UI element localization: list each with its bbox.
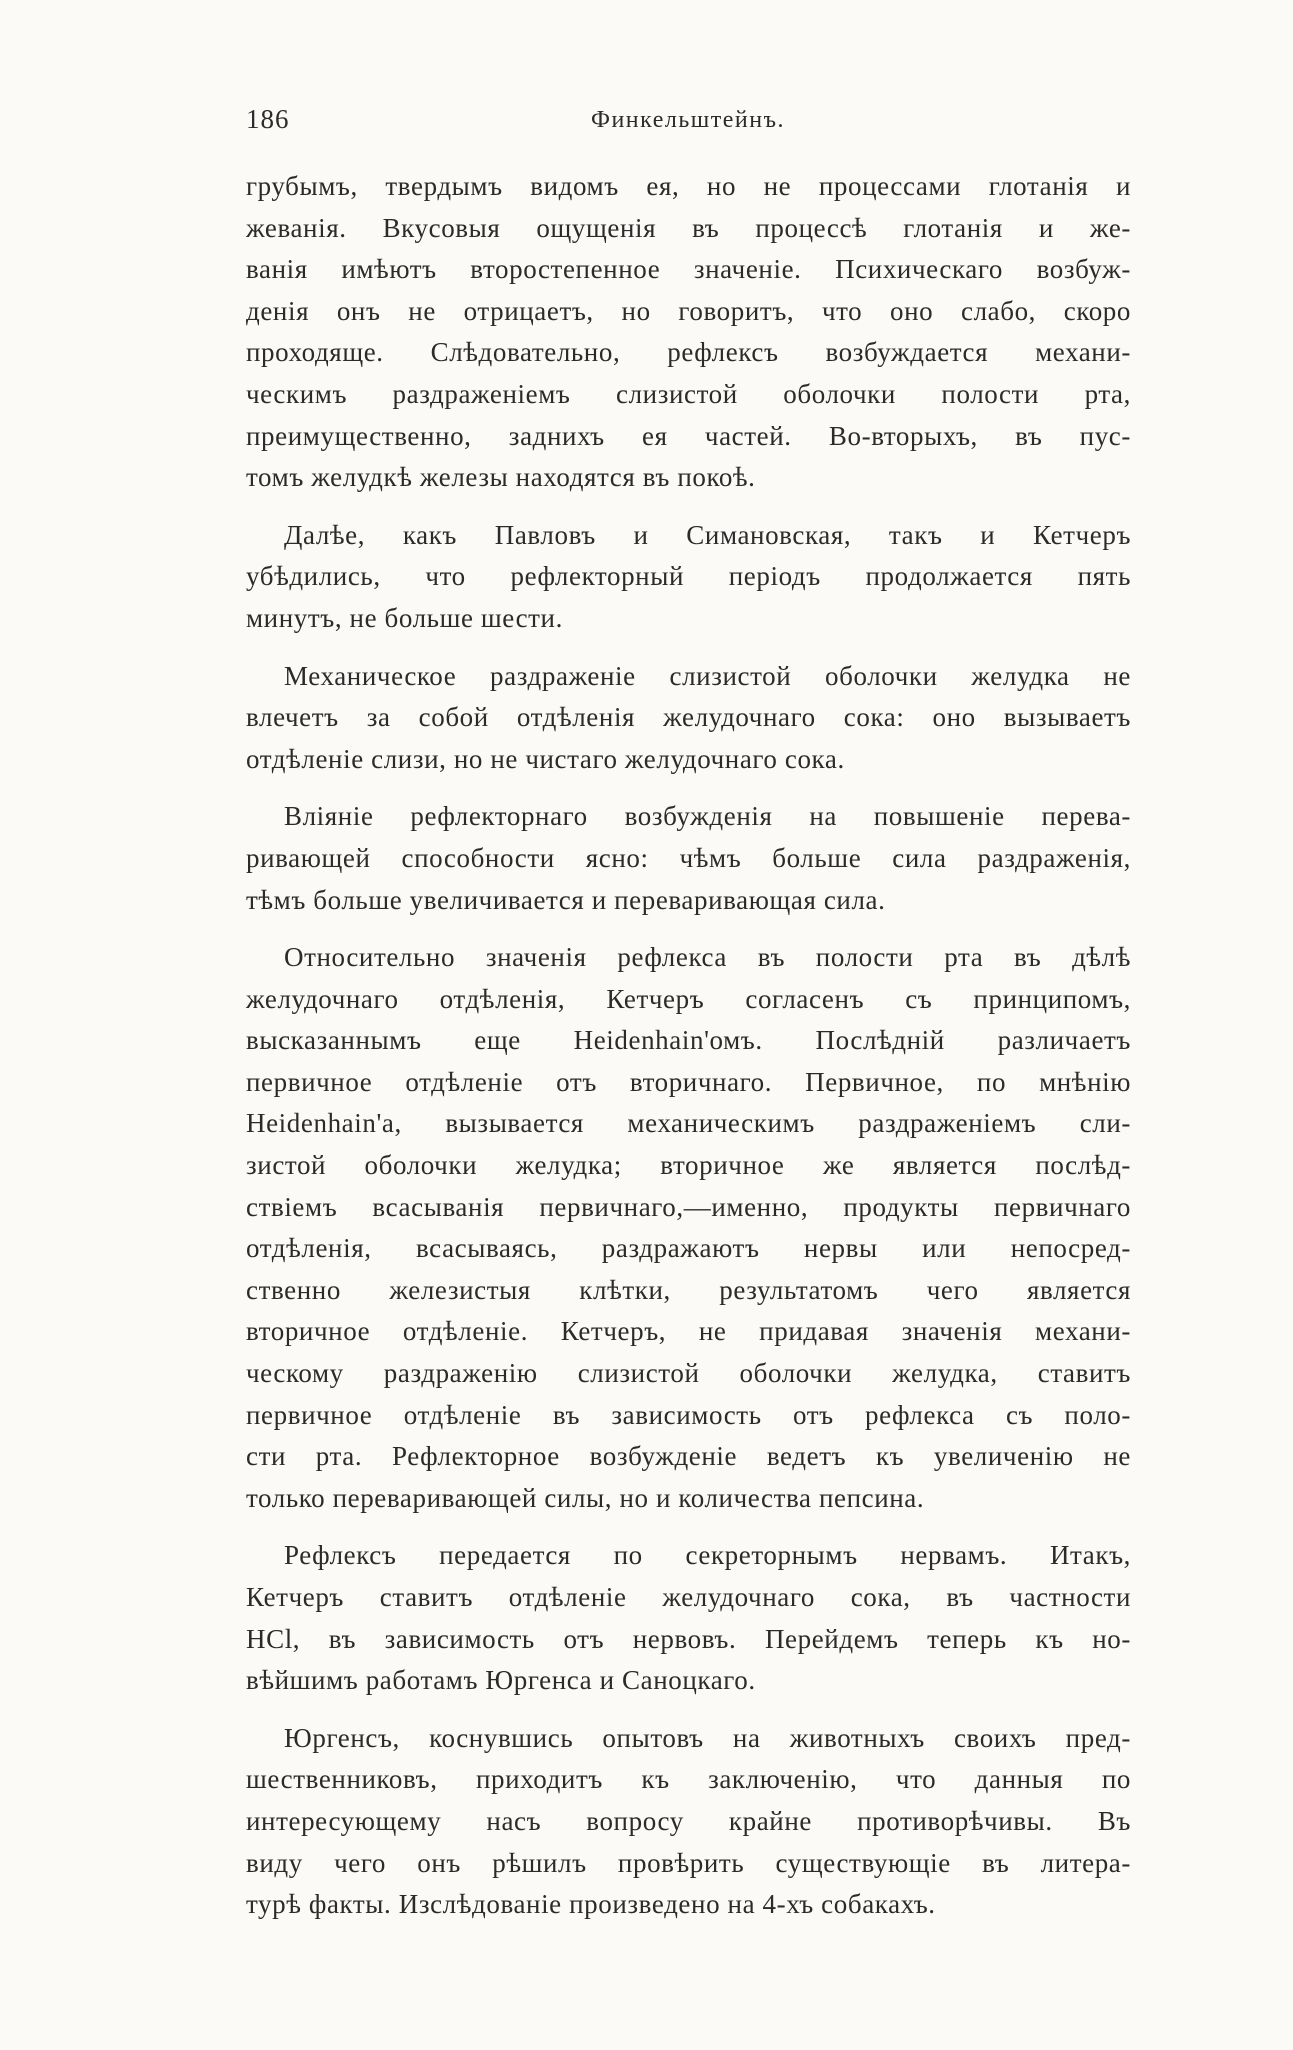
text-line: томъ желудкѣ железы находятся въ покоѣ. (246, 462, 756, 493)
text-line: зистой оболочки желудка; вторичное же является послѣд- (246, 1150, 1131, 1181)
text-line: тѣмъ больше увеличивается и переваривающая сила. (246, 884, 886, 915)
text-line: влечетъ за собой отдѣленія желудочнаго сока: оно вызываетъ (246, 702, 1131, 733)
paragraph (246, 656, 1131, 781)
text-line: Heidenhain'a, вызывается механическимъ раздраженіемъ сли- (246, 1108, 1131, 1139)
text-line: Далѣе, какъ Павловъ и Симановская, такъ и Кетчеръ (284, 519, 1131, 550)
paragraph (246, 1535, 1131, 1701)
text-line: шественниковъ, приходитъ къ заключенію, что данныя по (246, 1764, 1131, 1795)
text-line: отдѣленія, всасываясь, раздражаютъ нервы или непосред- (246, 1233, 1131, 1264)
text-line: ственно железистыя клѣтки, результатомъ чего является (246, 1274, 1131, 1305)
body-text (246, 166, 1131, 1942)
text-line: преимущественно, заднихъ ея частей. Во-вторыхъ, въ пус- (246, 420, 1131, 451)
text-line: ствіемъ всасыванія первичнаго,—именно, продукты первичнаго (246, 1191, 1131, 1222)
text-line: грубымъ, твердымъ видомъ ея, но не процессами глотанія и (246, 171, 1131, 201)
text-line: Рефлексъ передается по секреторнымъ нервамъ. Итакъ, (284, 1540, 1131, 1571)
paragraph (246, 166, 1131, 499)
text-line: денія онъ не отрицаетъ, но говоритъ, что оно слабо, скоро (246, 295, 1131, 326)
text-line: высказаннымъ еще Heidenhain'омъ. Послѣдній различаетъ (246, 1025, 1131, 1056)
text-line: интересующему насъ вопросу крайне противорѣчивы. Въ (246, 1805, 1131, 1836)
text-line: ческому раздраженію слизистой оболочки желудка, ставитъ (246, 1358, 1131, 1389)
text-line: ванія имѣютъ второстепенное значеніе. Психическаго возбуж- (246, 254, 1131, 285)
text-line: ривающей способности ясно: чѣмъ больше сила раздраженія, (246, 842, 1131, 873)
text-line: убѣдились, что рефлекторный періодъ продолжается пять (246, 561, 1131, 592)
paragraph (246, 796, 1131, 921)
text-line: вѣйшимъ работамъ Юргенса и Саноцкаго. (246, 1665, 756, 1696)
text-line: отдѣленіе слизи, но не чистаго желудочнаго сока. (246, 743, 845, 774)
text-line: турѣ факты. Изслѣдованіе произведено на 4-хъ собакахъ. (246, 1889, 936, 1920)
text-line: вторичное отдѣленіе. Кетчеръ, не придавая значенія механи- (246, 1316, 1131, 1347)
text-line: проходяще. Слѣдовательно, рефлексъ возбуждается механи- (246, 337, 1131, 368)
paragraph (246, 937, 1131, 1519)
text-line: Относительно значенія рефлекса въ полости рта въ дѣлѣ (284, 942, 1131, 973)
text-line: желудочнаго отдѣленія, Кетчеръ согласенъ съ принципомъ, (246, 983, 1131, 1014)
page-number: 186 (246, 104, 290, 134)
text-line: HCl, въ зависимость отъ нервовъ. Перейдемъ теперь къ но- (246, 1623, 1131, 1654)
text-line: Юргенсъ, коснувшись опытовъ на животныхъ своихъ пред- (284, 1722, 1131, 1753)
running-head: Финкельштейнъ. (591, 107, 786, 133)
page-header (246, 104, 1131, 144)
text-line: первичное отдѣленіе въ зависимость отъ рефлекса съ поло- (246, 1399, 1131, 1430)
text-line: только переваривающей силы, но и количества пепсина. (246, 1482, 925, 1513)
text-line: Кетчеръ ставитъ отдѣленіе желудочнаго сока, въ частности (246, 1582, 1131, 1612)
text-line: Вліяніе рефлекторнаго возбужденія на повышеніе перева- (284, 801, 1131, 832)
paragraph (246, 1718, 1131, 1926)
paragraph (246, 515, 1131, 640)
text-line: сти рта. Рефлекторное возбужденіе ведетъ къ увеличенію не (246, 1441, 1131, 1472)
text-line: первичное отдѣленіе отъ вторичнаго. Первичное, по мнѣнію (246, 1066, 1131, 1097)
text-line: виду чего онъ рѣшилъ провѣрить существующіе въ литера- (246, 1847, 1131, 1878)
text-line: ческимъ раздраженіемъ слизистой оболочки полости рта, (246, 378, 1131, 409)
text-line: минутъ, не больше шести. (246, 602, 563, 633)
text-line: жеванія. Вкусовыя ощущенія въ процессѣ глотанія и же- (246, 212, 1131, 243)
text-line: Механическое раздраженіе слизистой оболочки желудка не (284, 660, 1131, 691)
